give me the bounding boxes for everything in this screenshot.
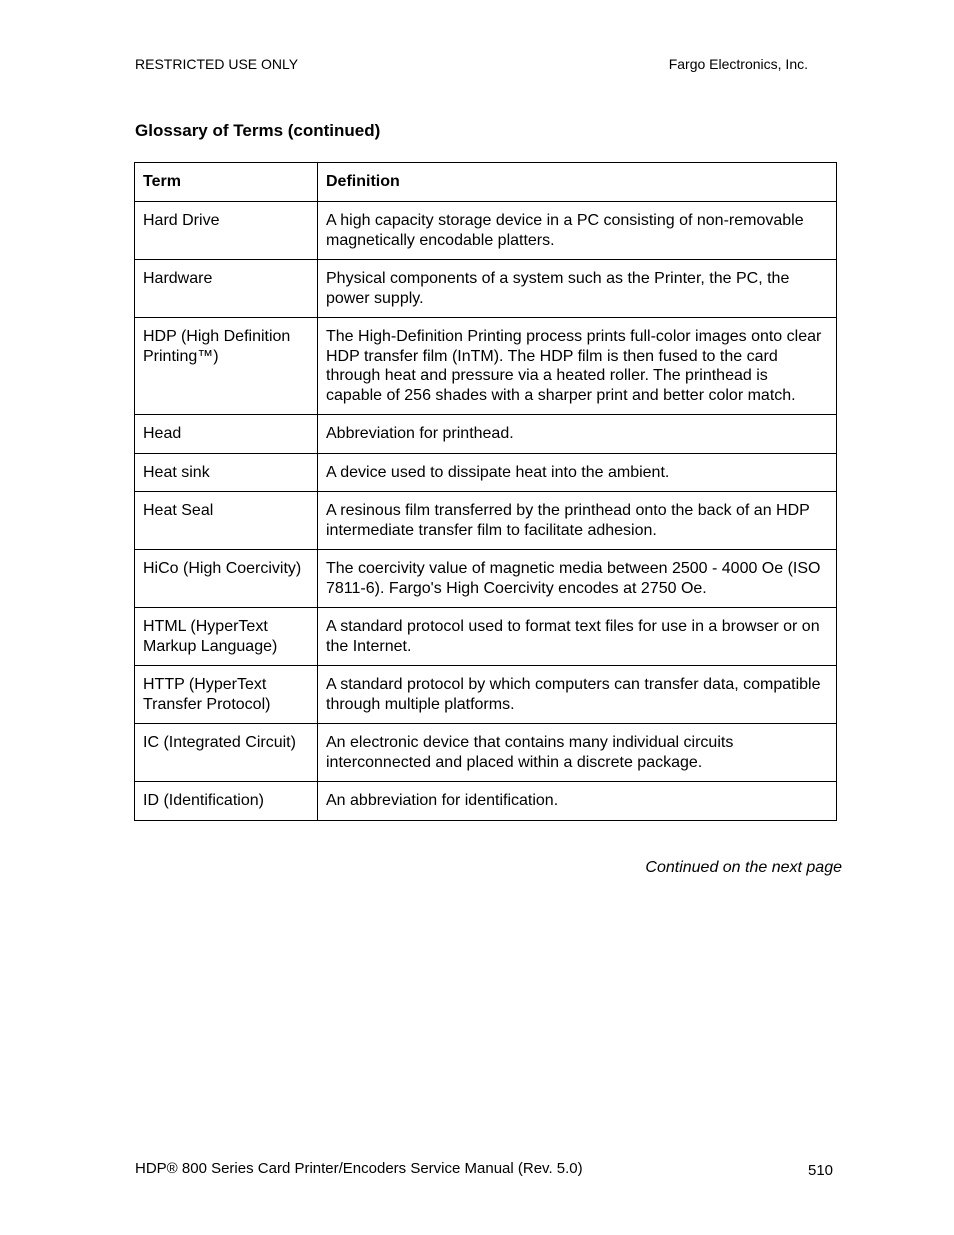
footer-manual-title: HDP® 800 Series Card Printer/Encoders Service Manual (Rev. 5.0) — [135, 1160, 583, 1177]
table-row — [135, 608, 837, 666]
definition-cell: A standard protocol used to format text files for use in a browser or on the Internet. — [318, 608, 837, 666]
table-row — [135, 492, 837, 550]
table-row — [135, 724, 837, 782]
definition-cell: Physical components of a system such as the Printer, the PC, the power supply. — [318, 260, 837, 318]
table-header-row — [135, 163, 837, 202]
term-cell: HDP (High Definition Printing™) — [135, 318, 318, 415]
page-number: 510 — [808, 1162, 834, 1179]
definition-cell: A standard protocol by which computers can transfer data, compatible through multiple platforms. — [318, 666, 837, 724]
definition-cell: The coercivity value of magnetic media between 2500 - 4000 Oe (ISO 7811-6). Fargo's High Coercivity encodes at 2750 Oe. — [318, 550, 837, 608]
table-row — [135, 202, 837, 260]
term-cell: Heat sink — [135, 453, 318, 492]
page-title: Glossary of Terms (continued) — [135, 121, 381, 140]
table-row — [135, 666, 837, 724]
header-restricted-notice: RESTRICTED USE ONLY — [135, 56, 299, 72]
term-cell: HTTP (HyperText Transfer Protocol) — [135, 666, 318, 724]
table-row — [135, 453, 837, 492]
table-row — [135, 415, 837, 454]
table-row — [135, 550, 837, 608]
definition-cell: Abbreviation for printhead. — [318, 415, 837, 454]
table-row — [135, 782, 837, 821]
term-cell: Hardware — [135, 260, 318, 318]
table-row — [135, 318, 837, 415]
definition-cell: An electronic device that contains many individual circuits interconnected and placed within a discrete package. — [318, 724, 837, 782]
definition-cell: An abbreviation for identification. — [318, 782, 837, 821]
term-cell: Heat Seal — [135, 492, 318, 550]
table-row — [135, 260, 837, 318]
definition-cell: A device used to dissipate heat into the ambient. — [318, 453, 837, 492]
definition-cell: The High-Definition Printing process prints full-color images onto clear HDP transfer film (InTM). The HDP film is then fused to the card through heat and pressure via a heated roller. The printhead is capable of 256 shades with a sharper print and better color match. — [318, 318, 837, 415]
term-cell: HTML (HyperText Markup Language) — [135, 608, 318, 666]
term-cell: ID (Identification) — [135, 782, 318, 821]
term-cell: IC (Integrated Circuit) — [135, 724, 318, 782]
glossary-table — [134, 162, 837, 821]
term-cell: HiCo (High Coercivity) — [135, 550, 318, 608]
column-header-term: Term — [135, 163, 318, 202]
definition-cell: A high capacity storage device in a PC consisting of non-removable magnetically encodable platters. — [318, 202, 837, 260]
term-cell: Hard Drive — [135, 202, 318, 260]
column-header-definition: Definition — [318, 163, 837, 202]
continued-note: Continued on the next page — [645, 859, 842, 876]
term-cell: Head — [135, 415, 318, 454]
header-company-name: Fargo Electronics, Inc. — [668, 56, 808, 72]
definition-cell: A resinous film transferred by the printhead onto the back of an HDP intermediate transfer film to facilitate adhesion. — [318, 492, 837, 550]
